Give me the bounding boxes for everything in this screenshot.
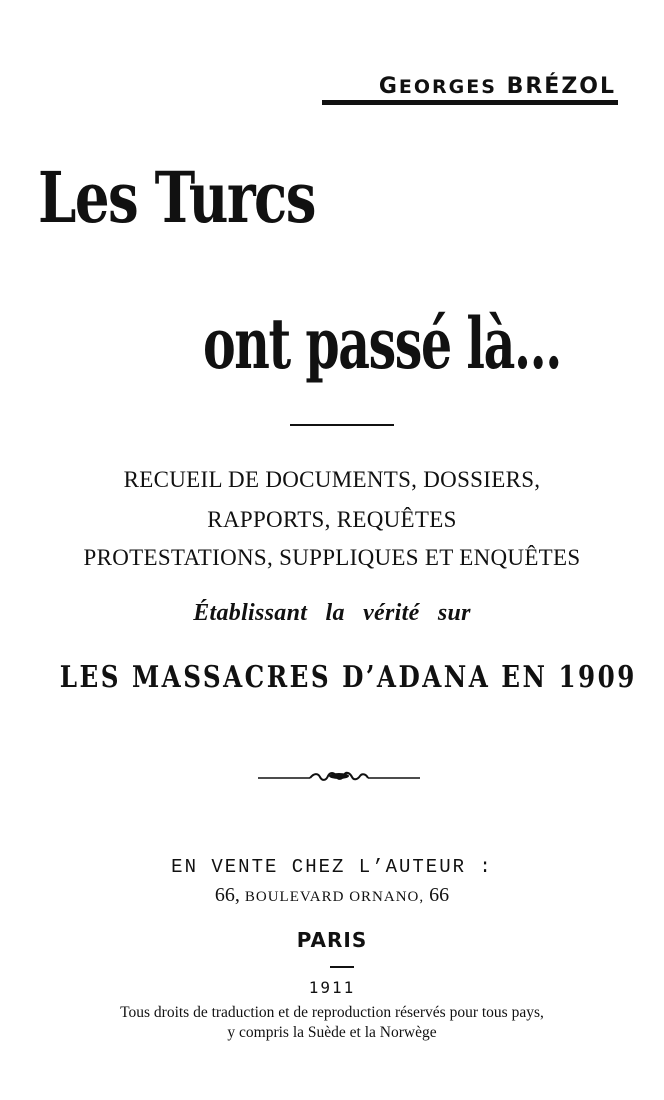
author-last-name: BRÉZOL <box>506 74 616 99</box>
subtitle-italic-line <box>0 600 664 627</box>
italic-word-2: la <box>325 600 345 626</box>
rights-line-2: y compris la Suède et la Norwège <box>227 1024 437 1041</box>
italic-word-4: sur <box>437 600 471 626</box>
publication-year: 1911 <box>308 978 356 997</box>
subtitle-line-1: RECUEIL DE DOCUMENTS, DOSSIERS, <box>123 467 541 492</box>
city: PARIS <box>296 928 368 952</box>
sale-line: EN VENTE CHEZ L’AUTEUR : <box>171 856 493 878</box>
subtitle-line-3: PROTESTATIONS, SUPPLIQUES ET ENQUÊTES <box>83 545 581 570</box>
rights-line-1: Tous droits de traduction et de reproduction réservés pour tous pays, <box>120 1004 544 1021</box>
address-number-2: 66 <box>429 884 450 906</box>
ornament-divider-icon <box>258 770 420 784</box>
subtitle-line-2: RAPPORTS, REQUÊTES <box>207 507 457 532</box>
author-underline-rule <box>322 100 618 105</box>
address-line <box>0 884 664 907</box>
title-line-1: Les Turcs <box>38 156 315 239</box>
italic-word-3: vérité <box>363 600 420 626</box>
title-divider <box>290 424 394 426</box>
title-line-2: ont passé là... <box>203 302 561 385</box>
address-number-1: 66, <box>214 884 240 906</box>
author-first-name: EORGES <box>398 76 497 98</box>
address-street: BOULEVARD ORNANO, <box>244 889 425 905</box>
author-name <box>379 74 616 99</box>
italic-word-1: Établissant <box>193 600 308 626</box>
author-first-initial: G <box>378 74 399 99</box>
massacres-heading: LES MASSACRES D’ADANA EN 1909 <box>59 660 637 695</box>
city-divider <box>330 966 354 968</box>
